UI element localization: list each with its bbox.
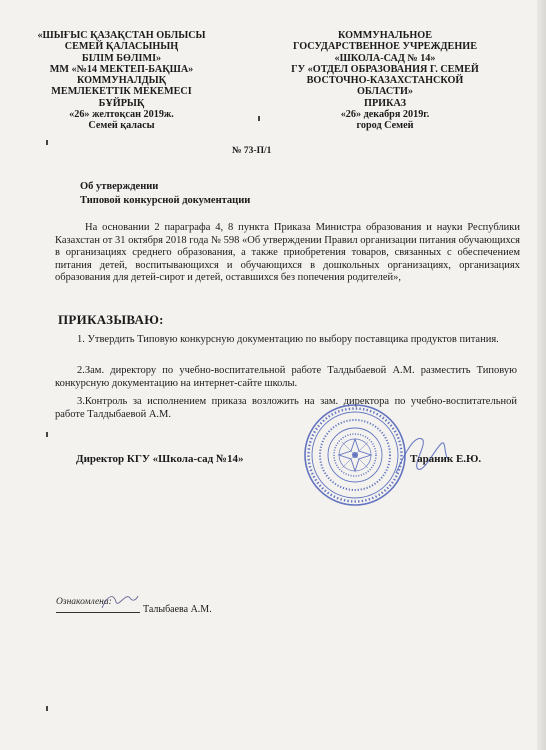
header-left-date: «26» желтоқсан 2019ж. [69,109,174,121]
order-word: ПРИКАЗЫВАЮ: [58,312,164,327]
header-left-line: ММ «№14 МЕКТЕП-БАҚША» [49,63,194,75]
header-right-line: ГУ «ОТДЕЛ ОБРАЗОВАНИЯ Г. СЕМЕЙ [291,63,479,75]
header-right-line: «ШКОЛА-САД № 14» [334,52,436,64]
margin-tick [46,140,48,145]
margin-tick [258,116,260,121]
header-right-line: ОБЛАСТИ» [356,86,413,98]
header-left-line: «ШЫҒЫС ҚАЗАҚСТАН ОБЛЫСЫ [37,30,206,41]
order-number: № 73-П/1 [232,146,272,156]
header-left-line: СЕМЕЙ ҚАЛАСЫНЫҢ [64,41,179,53]
acknowledgement-name: Талыбаева А.М. [143,604,212,615]
subject-line: Типовой конкурсной документации [80,195,251,206]
header-left-line: БҰЙРЫҚ [98,97,145,109]
header-right-city: город Семей [356,120,414,132]
signature-name: Тараник Е.Ю. [410,453,482,465]
margin-tick [46,706,48,711]
header-right-date: «26» декабря 2019г. [340,109,430,121]
header-right-line: ПРИКАЗ [364,97,406,109]
order-item: 3.Контроль за исполнением приказа возложить на зам. директора по учебно-воспитательной работе Талдыбаевой А.М. [55,396,517,420]
header-left-line: БІЛІМ БӨЛІМІ» [81,52,162,64]
paper-right-edge [537,0,546,750]
header-right-line: ВОСТОЧНО-КАЗАХСТАНСКОЙ [306,75,464,87]
subject-line: Об утверждении [80,181,159,192]
acknowledgement-label: Ознакомлена: [56,597,112,607]
header-right-line: ГОСУДАРСТВЕННОЕ УЧРЕЖДЕНИЕ [292,41,477,53]
order-subject [80,180,250,208]
header-left-line: КОММУНАЛДЫҚ [76,75,167,87]
header-left-kazakh [14,30,229,132]
acknowledgement-signature-scribble [100,590,140,612]
header-left-city: Семей қаласы [88,120,155,132]
header-right-russian [245,30,525,132]
preamble-paragraph: На основании 2 параграфа 4, 8 пункта Приказа Министра образования и науки Республики Казахстан от 31 октября 2018 года № 598 «Об утверждении Правил организации питания обучающихся в организациях среднего образования, а также приобретения товаров, связанных с обеспечением питания детей, воспитывающихся и обучающихся в дошкольных организациях, организациях образования для детей-сирот и детей, оставшихся без попечения родителей», [55,222,520,284]
order-item: 2.Зам. директору по учебно-воспитательной работе Талдыбаевой А.М. разместить Типовую конкурсную документацию на интернет-сайте школы. [55,365,517,389]
signature-title: Директор КГУ «Школа-сад №14» [76,453,244,465]
header-right-line: КОММУНАЛЬНОЕ [337,30,432,41]
header-left-line: МЕМЛЕКЕТТІК МЕКЕМЕСІ [51,86,192,98]
margin-tick [46,432,48,437]
order-item: 1. Утвердить Типовую конкурсную документацию по выбору поставщика продуктов питания. [77,334,499,345]
acknowledgement-underline [56,612,140,613]
